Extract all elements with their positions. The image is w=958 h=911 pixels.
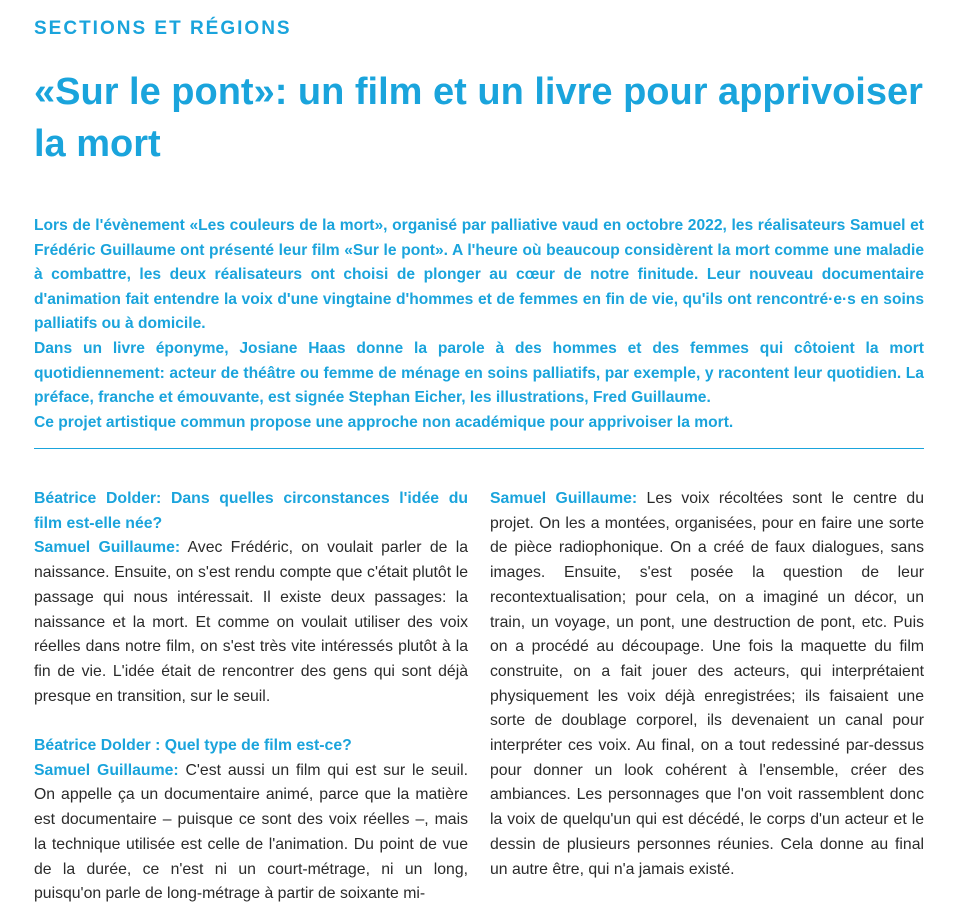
- article-title: «Sur le pont»: un film et un livre pour apprivoiser la mort: [34, 71, 923, 165]
- intro-paragraph: Lors de l'évènement «Les couleurs de la mort», organisé par palliative vaud en octobre 2022, les réalisateurs Samuel et Frédéric Guillaume ont présenté leur film «Sur le pont». A l'heure où beaucoup considèrent la mort comme une maladie à combattre, les deux réalisateurs ont choisi de plonger au cœur de notre finitude. Leur nouveau documentaire d'animation fait entendre la voix d'une vingtaine d'hommes et de femmes en fin de vie, qu'ils ont rencontré·e·s en soins palliatifs ou à domicile.: [34, 217, 924, 333]
- intro-paragraph: Dans un livre éponyme, Josiane Haas donne la parole à des hommes et des femmes qui côtoient la mort quotidiennement: acteur de théâtre ou femme de ménage en soins palliatifs, par exemple, y racontent leur quotidien. La préface, franche et émouvante, est signée Stephan Eicher, les illustrations, Fred Guillaume.: [34, 339, 924, 407]
- interview-answer: [34, 536, 468, 709]
- answer-text: C'est aussi un film qui est sur le seuil. On appelle ça un documentaire animé, parce que la matière est documentaire – puisque ce sont des voix réelles –, mais la technique utilisée est celle de l'animation. Du point de vue de la durée, ce n'est ni un court-métrage, ni un long, puisqu'on parle de long-métrage à partir de soixante mi-: [34, 761, 468, 903]
- intro-divider: [34, 448, 924, 449]
- speaker-name: Samuel Guillaume:: [490, 490, 638, 507]
- interview-column-right: [490, 487, 924, 882]
- speaker-name: Samuel Guillaume:: [34, 539, 181, 557]
- section-label: SECTIONS ET RÉGIONS: [34, 18, 292, 39]
- interview-question: Béatrice Dolder: Dans quelles circonstances l'idée du film est-elle née?: [34, 490, 468, 532]
- interview-answer: [34, 759, 468, 907]
- interview-question: Béatrice Dolder : Quel type de film est-ce?: [34, 737, 352, 755]
- answer-text: Les voix récoltées sont le centre du projet. On les a montées, organisées, pour en faire une sorte de pièce radiophonique. On a créé de faux dialogues, sans images. Ensuite, s'est posée la question de leur recontextualisation; pour cela, on a imaginé un décor, un train, un voyage, un pont, une destruction de pont, etc. Puis on a procédé au découpage. Une fois la maquette du film construite, on a fait jouer des acteurs, qui interprétaient physiquement les voix déjà enregistrées; ils faisaient une sorte de doublage corporel, ils devenaient un canal pour interpréter ces voix. Au final, on a tout redessiné par-dessus pour donner un look cohérent à l'ensemble, créer des ambiances. Les personnages que l'on voit rassemblent donc la voix de quelqu'un qui est décédé, le corps d'un acteur et le dessin de plusieurs personnes réunies. Cela donne au final un autre être, qui n'a jamais existé.: [490, 490, 924, 878]
- interview-answer: [490, 487, 924, 882]
- speaker-name: Samuel Guillaume:: [34, 761, 179, 779]
- interview-column-left: [34, 487, 468, 907]
- answer-text: Avec Frédéric, on voulait parler de la naissance. Ensuite, on s'est rendu compte que c'était plutôt le passage qui nous intéressait. Il existe deux passages: la naissance et la mort. Et comme on voulait utiliser des voix réelles dans notre film, on s'est très vite intéressés plutôt à la fin de vie. L'idée était de rencontrer des gens qui sont déjà presque en transition, sur le seuil.: [34, 539, 468, 705]
- intro-paragraph: Ce projet artistique commun propose une approche non académique pour apprivoiser la mort.: [34, 413, 734, 431]
- article-intro: [34, 214, 924, 435]
